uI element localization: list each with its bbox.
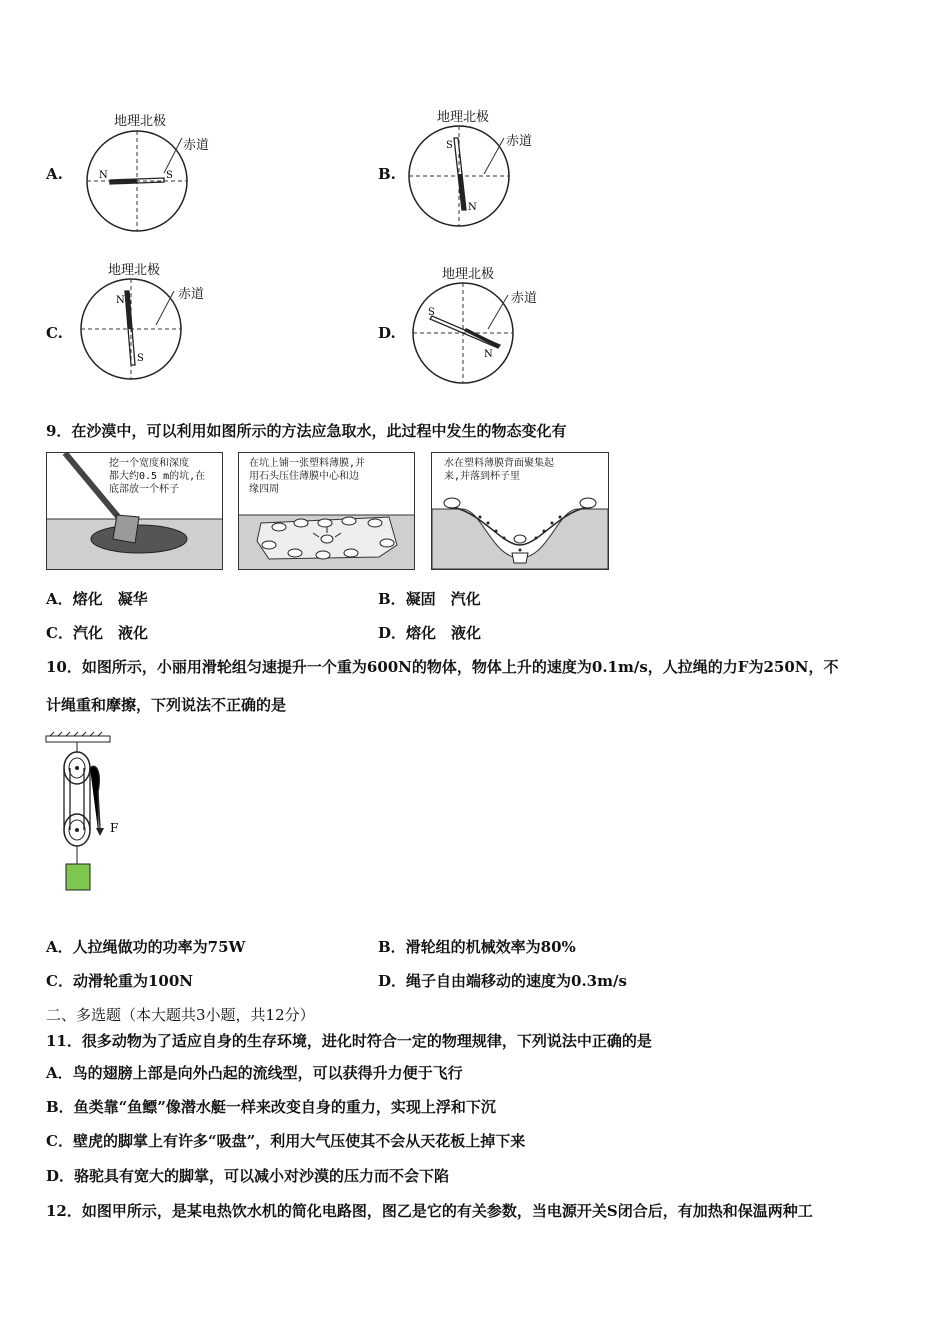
q8-c-compass-diagram (78, 277, 188, 387)
q9-panel-1 (46, 452, 223, 570)
q9-panel-3-illustration (432, 453, 608, 569)
q10-option-c[interactable]: C．动滑轮重为100N (46, 972, 193, 990)
q9-panel-1-line: 底部放一个杯子 (109, 484, 179, 495)
q9-panel-1-illustration (47, 453, 222, 569)
q9-stem: 9．在沙漠中，可以利用如图所示的方法应急取水，此过程中发生的物态变化有 (46, 422, 567, 440)
q8-d-equator-label: 赤道 (511, 291, 538, 306)
q9-option-b[interactable]: B．凝固 汽化 (378, 590, 481, 608)
q8-a-north-pole-label: 地理北极 (114, 114, 167, 129)
q9-option-c[interactable]: C．汽化 液化 (46, 624, 148, 642)
q8-d-compass-diagram (408, 281, 518, 391)
q9-panel-2 (238, 452, 415, 570)
q9-panel-2-line: 在坑上铺一张塑料薄膜,并 (249, 458, 366, 469)
q8-c-n-mark: N (116, 295, 125, 306)
q8-a-n-mark: N (99, 170, 108, 181)
q9-panel-3-line: 水在塑料薄膜背面聚集起 (444, 458, 554, 469)
q8-d-n-mark: N (484, 349, 493, 360)
q11-option-a[interactable]: A．鸟的翅膀上部是向外凸起的流线型，可以获得升力便于飞行 (46, 1064, 463, 1082)
q11-option-c[interactable]: C．壁虎的脚掌上有许多“吸盘”，利用大气压使其不会从天花板上掉下来 (46, 1132, 526, 1150)
q8-a-compass-diagram (82, 128, 192, 238)
q10-option-a[interactable]: A．人拉绳做功的功率为75W (46, 938, 246, 956)
q8-b-equator-label: 赤道 (506, 134, 533, 149)
q8-b-n-mark: N (468, 202, 477, 213)
q9-panel-2-line: 用石头压住薄膜中心和边 (249, 471, 359, 482)
q8-a-equator-label: 赤道 (183, 138, 210, 153)
q9-option-a[interactable]: A．熔化 凝华 (46, 590, 148, 608)
q9-panel-3-line: 来,并落到杯子里 (444, 471, 521, 482)
q9-panel-3 (431, 452, 609, 570)
q10-stem-line-1: 10．如图所示，小丽用滑轮组匀速提升一个重为600N的物体，物体上升的速度为0.1m/s，人拉绳的力F为250N，不 (46, 658, 839, 676)
q9-panel-1-line: 挖一个宽度和深度 (109, 458, 189, 469)
q11-option-b[interactable]: B．鱼类靠“鱼鳔”像潜水艇一样来改变自身的重力，实现上浮和下沉 (46, 1098, 496, 1116)
q8-c-equator-label: 赤道 (178, 287, 205, 302)
q8-c-north-pole-label: 地理北极 (108, 263, 161, 278)
q8-option-b-label[interactable]: B. (378, 165, 396, 183)
q8-b-compass-diagram (404, 124, 514, 234)
q9-panel-2-illustration (239, 453, 414, 569)
q8-d-north-pole-label: 地理北极 (442, 267, 495, 282)
q8-d-s-mark: S (428, 307, 435, 318)
q9-panel-1-line: 都大约0.5 m的坑,在 (109, 471, 206, 482)
q8-b-north-pole-label: 地理北极 (437, 110, 490, 125)
q8-option-a-label[interactable]: A. (46, 165, 63, 183)
q8-option-c-label[interactable]: C. (46, 324, 63, 342)
q8-option-d-label[interactable]: D. (378, 324, 396, 342)
q9-option-d[interactable]: D．熔化 液化 (378, 624, 482, 642)
q12-stem: 12．如图甲所示，是某电热饮水机的简化电路图，图乙是它的有关参数，当电源开关S闭合后，有加热和保温两种工 (46, 1202, 813, 1220)
section-2-heading: 二、多选题（本大题共3小题，共12分） (46, 1006, 315, 1024)
q10-stem-line-2: 计绳重和摩擦，下列说法不正确的是 (46, 696, 287, 714)
q8-a-s-mark: S (166, 170, 173, 181)
q8-b-s-mark: S (446, 140, 453, 151)
q9-panel-2-line: 缘四周 (249, 484, 279, 495)
q10-force-label: F (110, 821, 119, 835)
q10-pulley-diagram (44, 732, 134, 897)
q11-option-d[interactable]: D．骆驼具有宽大的脚掌，可以减小对沙漠的压力而不会下陷 (46, 1167, 450, 1185)
q11-stem: 11．很多动物为了适应自身的生存环境，进化时符合一定的物理规律，下列说法中正确的是 (46, 1032, 652, 1050)
q10-option-d[interactable]: D．绳子自由端移动的速度为0.3m/s (378, 972, 627, 990)
q8-c-s-mark: S (137, 353, 144, 364)
q10-option-b[interactable]: B．滑轮组的机械效率为80% (378, 938, 576, 956)
